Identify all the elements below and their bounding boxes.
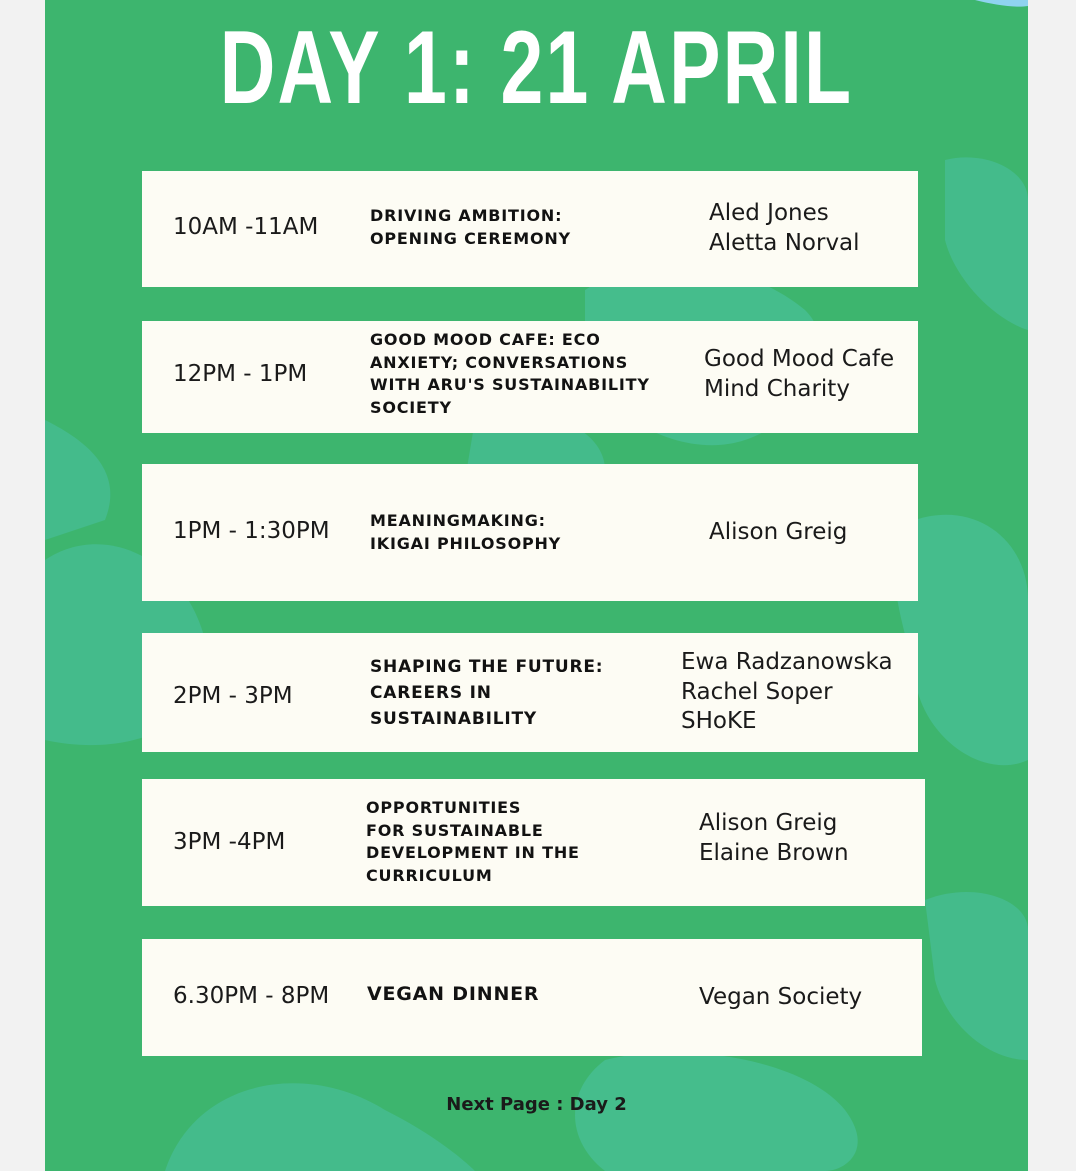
session-title: VEGAN DINNER xyxy=(367,983,540,1005)
session-title: DRIVING AMBITION: OPENING CEREMONY xyxy=(370,206,571,248)
session-speakers: Ewa Radzanowska Rachel Soper SHoKE xyxy=(681,649,893,734)
session-title: MEANINGMAKING: IKIGAI PHILOSOPHY xyxy=(370,511,562,553)
session-title: SHAPING THE FUTURE: CAREERS IN SUSTAINABILITY xyxy=(370,657,604,729)
poster xyxy=(45,0,1028,1171)
schedule-row xyxy=(142,171,918,287)
session-speakers: Good Mood Cafe Mind Charity xyxy=(704,346,895,402)
schedule-row xyxy=(142,321,918,433)
schedule-row xyxy=(142,939,922,1056)
session-speakers: Alison Greig Elaine Brown xyxy=(699,810,849,866)
session-time: 10AM -11AM xyxy=(173,214,319,240)
session-time: 1PM - 1:30PM xyxy=(173,518,330,544)
session-time: 6.30PM - 8PM xyxy=(173,983,330,1009)
session-speakers: Alison Greig xyxy=(709,519,848,545)
session-time: 3PM -4PM xyxy=(173,829,286,855)
session-title: OPPORTUNITIES FOR SUSTAINABLE DEVELOPMENT IN THE CURRICULUM xyxy=(366,798,580,885)
schedule-row xyxy=(142,633,918,752)
session-speakers: Aled Jones Aletta Norval xyxy=(709,200,860,256)
session-title: GOOD MOOD CAFE: ECO ANXIETY; CONVERSATIONS WITH ARU'S SUSTAINABILITY SOCIETY xyxy=(370,330,650,417)
page-title: DAY 1: 21 APRIL xyxy=(219,10,854,126)
schedule-row xyxy=(142,464,918,601)
session-time: 2PM - 3PM xyxy=(173,683,293,709)
next-page-note: Next Page : Day 2 xyxy=(446,1094,627,1115)
session-speakers: Vegan Society xyxy=(699,984,863,1010)
session-time: 12PM - 1PM xyxy=(173,361,308,387)
schedule-row xyxy=(142,779,925,906)
